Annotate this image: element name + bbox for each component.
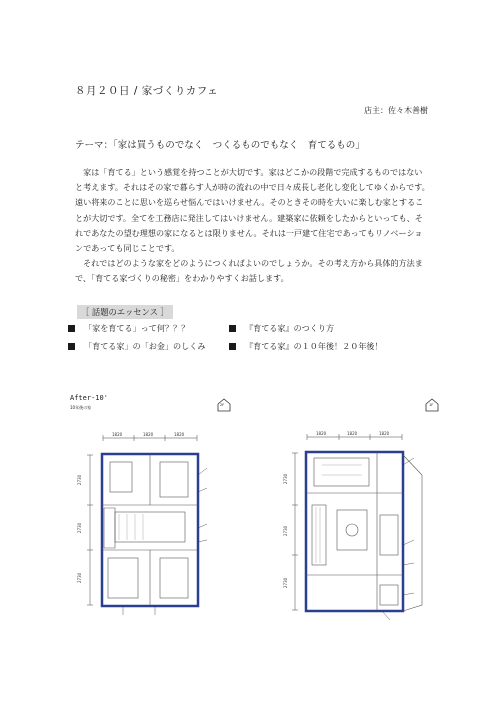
svg-text:1820: 1820 [316,431,327,436]
svg-text:1820: 1820 [174,432,185,437]
body-text [75,165,430,287]
plan-title: After-10' [70,394,108,402]
square-bullet-icon [68,343,75,350]
svg-text:2730: 2730 [283,525,288,536]
square-bullet-icon [229,343,236,350]
date-title: ８月２０日 / 家づくりカフェ [75,85,219,97]
svg-text:1820: 1820 [112,432,123,437]
theme-heading: テーマ：「家は買うものでなく つくるものでもなく 育てるもの」 [75,140,365,151]
essence-label: ［ 話題のエッセンス ］ [77,305,173,319]
svg-text:2730: 2730 [77,572,82,583]
owner-name: 店主：佐々木善樹 [364,106,428,115]
floor-1f-icon: 1F [425,397,439,416]
topic-item: 『育てる家』のつくり方 [229,323,334,334]
body-paragraph: それではどのような家をどのようにつくればよいのでしょうか。その考え方から具体的方法まで、「育てる家づくりの秘密」をわかりやすくお話します。 [75,258,423,284]
svg-text:1820: 1820 [143,432,154,437]
svg-text:1820: 1820 [379,431,390,436]
svg-text:2730: 2730 [77,522,82,533]
floor-plan-1f [282,425,442,625]
topic-item: 「育てる家」の「お金」のしくみ [68,341,205,352]
svg-text:2730: 2730 [77,474,82,485]
floor-2f-icon: 2F [217,397,231,416]
svg-text:2730: 2730 [283,473,288,484]
topic-item: 『育てる家』の１０年後！２０年後！ [229,341,383,352]
floor-plan-2f [75,430,245,620]
square-bullet-icon [68,325,75,332]
svg-text:2730: 2730 [283,577,288,588]
body-paragraph: 家は「育てる」という感覚を持つことが大切です。家はどこかの段階で完成するものではないと考えます。それはその家で暮らす人が時の流れの中で日々成長し老化し変化してゆくからです。遠い将来のことに思いを巡らせ悩んではいけません。そのときその時を大いに楽しむ家とすることが大切です。全てを工務店に発注してはいけません。建築家に依頼をしたからといっても、それであなたの望む理想の家になるとは限りません。それは一戸建て住宅であってもリノベーションであっても同じことです。 [75,167,430,254]
topic-item: 「家を育てる」って何？？？ [68,323,189,334]
plan-subtitle: 10年後の家 [70,405,92,410]
svg-text:1820: 1820 [347,431,358,436]
square-bullet-icon [229,325,236,332]
